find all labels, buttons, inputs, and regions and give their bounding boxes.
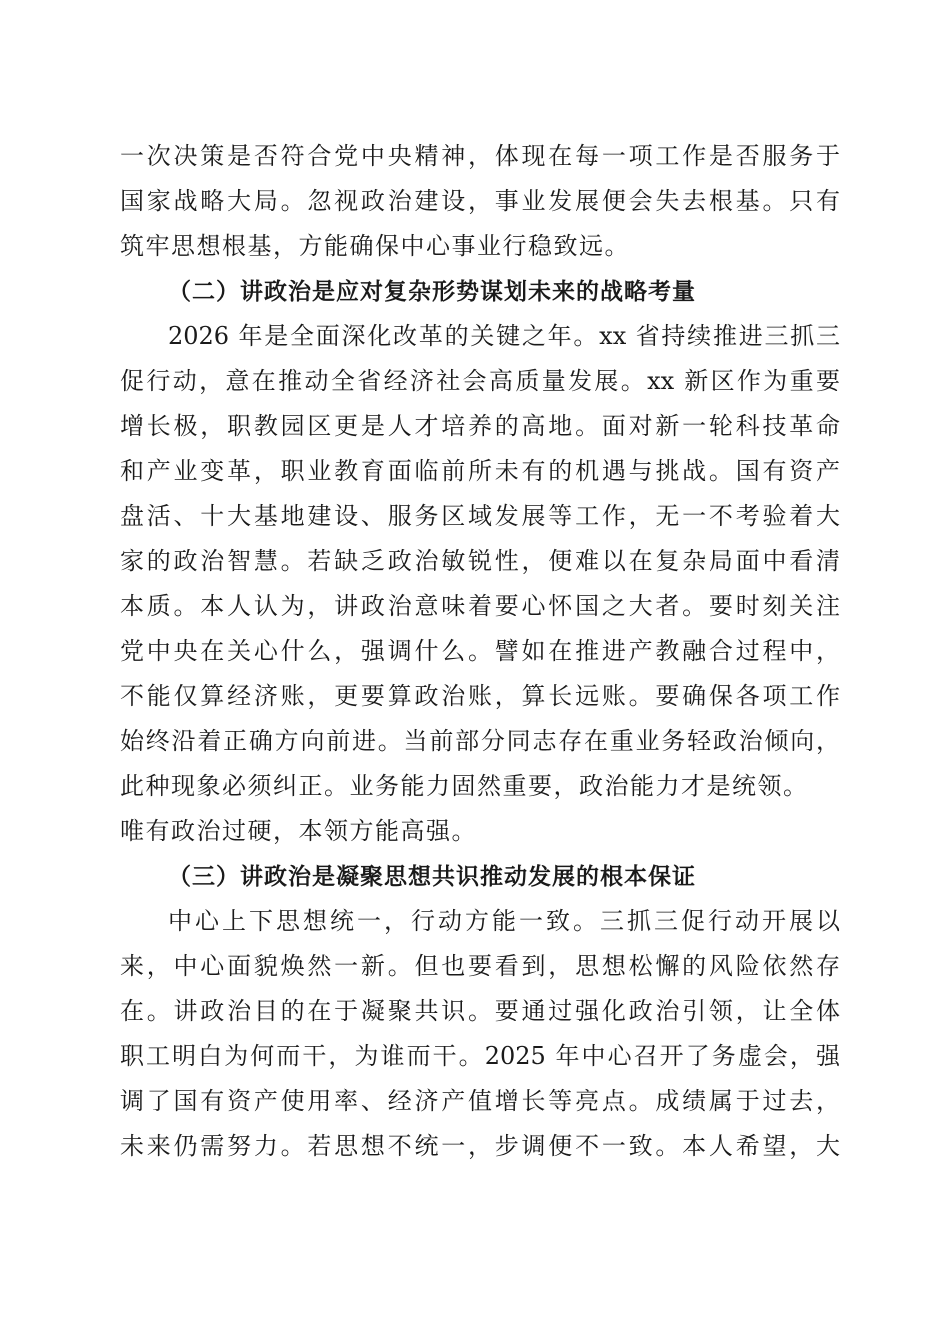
paragraph-line: 此种现象必须纠正。业务能力固然重要，政治能力才是统领。 xyxy=(120,772,809,800)
paragraph-line: 不能仅算经济账，更要算政治账，算长远账。要确保各项工作 xyxy=(120,682,840,710)
paragraph-line: 一次决策是否符合党中央精神，体现在每一项工作是否服务于 xyxy=(120,142,840,170)
paragraph-line: 和产业变革，职业教育面临前所未有的机遇与挑战。国有资产 xyxy=(120,457,840,485)
paragraph-line: 来，中心面貌焕然一新。但也要看到，思想松懈的风险依然存 xyxy=(120,952,840,980)
paragraph-line: 增长极，职教园区更是人才培养的高地。面对新一轮科技革命 xyxy=(120,412,840,440)
section-heading-2: （二）讲政治是应对复杂形势谋划未来的战略考量 xyxy=(168,278,696,305)
paragraph-line: 本质。本人认为，讲政治意味着要心怀国之大者。要时刻关注 xyxy=(120,592,840,620)
section-heading-3: （三）讲政治是凝聚思想共识推动发展的根本保证 xyxy=(168,863,696,890)
paragraph-line: 盘活、十大基地建设、服务区域发展等工作，无一不考验着大 xyxy=(120,502,840,530)
paragraph-line: 在。讲政治目的在于凝聚共识。要通过强化政治引领，让全体 xyxy=(120,997,840,1025)
paragraph-line: 调了国有资产使用率、经济产值增长等亮点。成绩属于过去， xyxy=(120,1087,840,1115)
paragraph-line: 2026 年是全面深化改革的关键之年。xx 省持续推进三抓三 xyxy=(168,322,840,350)
paragraph-line: 唯有政治过硬，本领方能高强。 xyxy=(120,817,477,845)
paragraph-line: 党中央在关心什么，强调什么。譬如在推进产教融合过程中， xyxy=(120,637,840,665)
paragraph-line: 家的政治智慧。若缺乏政治敏锐性，便难以在复杂局面中看清 xyxy=(120,547,840,575)
document-body xyxy=(120,134,840,1169)
paragraph-line: 始终沿着正确方向前进。当前部分同志存在重业务轻政治倾向， xyxy=(120,727,840,755)
paragraph-line: 促行动，意在推动全省经济社会高质量发展。xx 新区作为重要 xyxy=(120,367,840,395)
paragraph-line: 未来仍需努力。若思想不统一，步调便不一致。本人希望，大 xyxy=(120,1132,840,1160)
paragraph-line: 职工明白为何而干，为谁而干。2025 年中心召开了务虚会，强 xyxy=(120,1042,840,1070)
paragraph-line: 筑牢思想根基，方能确保中心事业行稳致远。 xyxy=(120,232,630,260)
paragraph-line: 中心上下思想统一，行动方能一致。三抓三促行动开展以 xyxy=(168,907,840,935)
paragraph-line: 国家战略大局。忽视政治建设，事业发展便会失去根基。只有 xyxy=(120,187,840,215)
